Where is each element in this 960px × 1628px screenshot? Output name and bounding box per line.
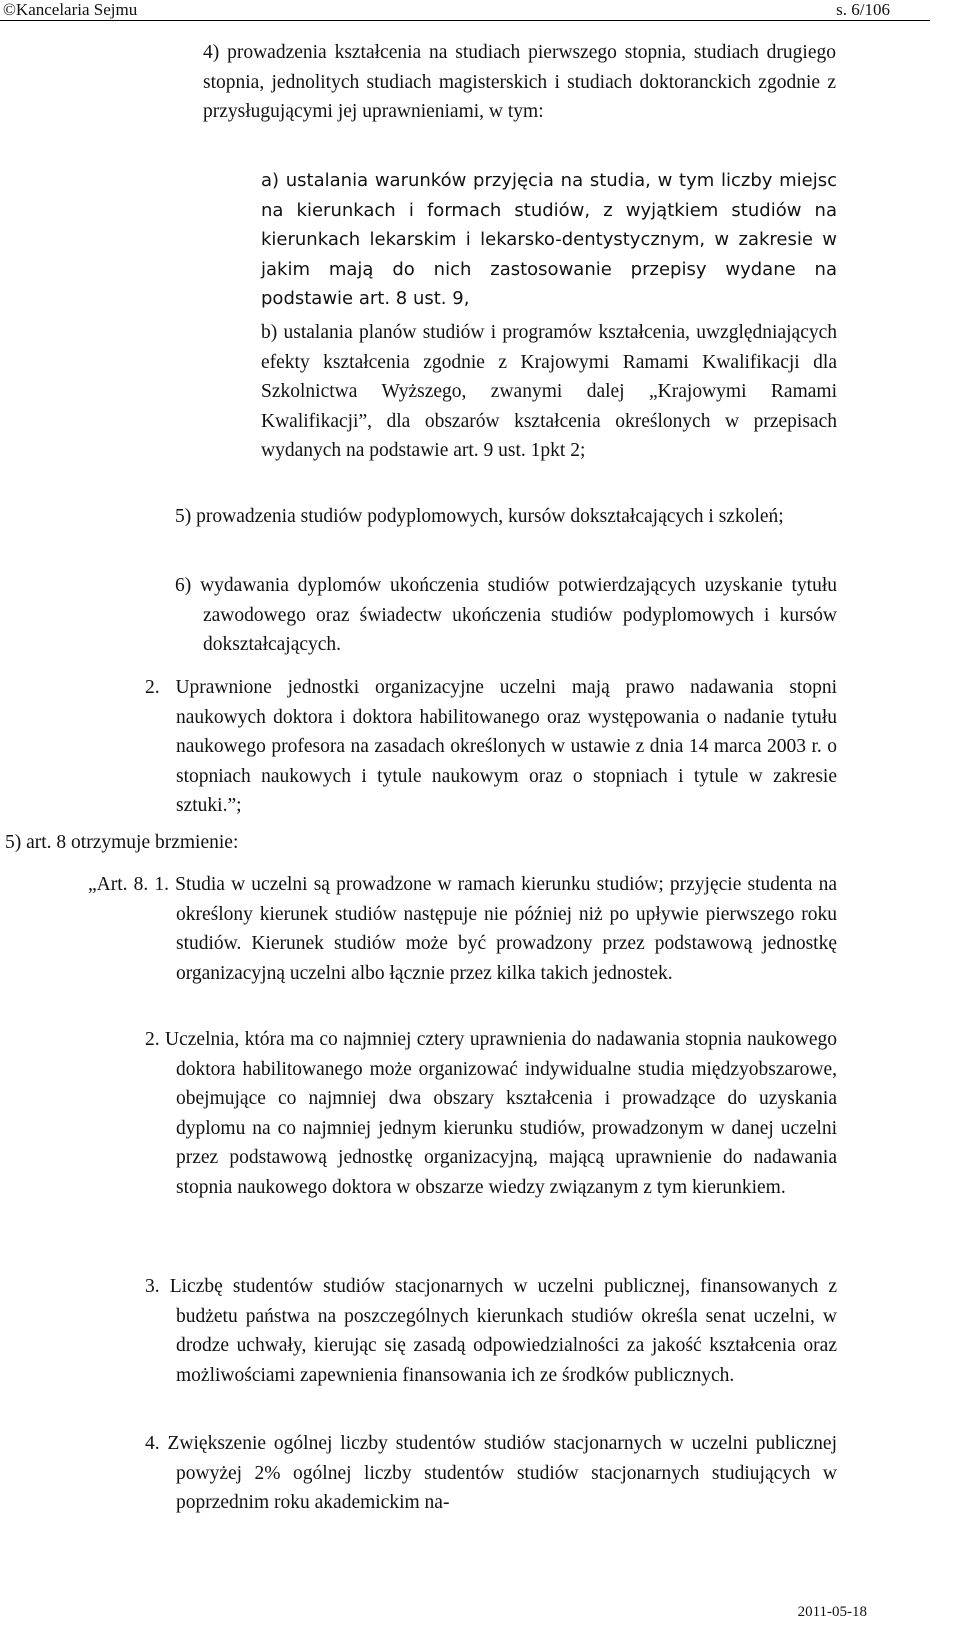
article-8-section-3: 3. Liczbę studentów studiów stacjonarnych w uczelni publicznej, finansowanych z budżetu państwa na poszczególnych kierunkach studiów określa senat uczelni, w drodze uchwały, kierując się zasadą odpowiedzialności za jakość kształcenia oraz możliwościami zapewnienia finansowania ich ze środków publicznych. [145,1276,837,1386]
item-a-paragraph: a) ustalania warunków przyjęcia na studia, w tym liczby miejsc na kierunkach i formach studiów, z wyjątkiem studiów na kierunkach lekarskim i lekarsko-dentystycznym, w zakresie w jakim mają do nich zastosowanie przepisy wydane na podstawie art. 8 ust. 9, [261,170,837,310]
document-date: 2011-05-18 [797,1604,867,1620]
page-header [0,0,960,22]
item-5-paragraph: 5) prowadzenia studiów podyplomowych, kursów dokształcających i szkoleń; [175,506,784,527]
page-number: s. 6/106 [836,0,890,19]
copyright-label: ©Kancelaria Sejmu [3,0,138,19]
item-b-paragraph: b) ustalania planów studiów i programów kształcenia, uwzględniających efekty kształcenia zgodnie z Krajowymi Ramami Kwalifikacji dla Szkolnictwa Wyższego, zwanymi dalej „Krajowymi Ramami Kwalifikacji”, dla obszarów kształcenia określonych w przepisach wydanych na podstawie art. 9 ust. 1pkt 2; [261,322,837,462]
amendment-5-heading: 5) art. 8 otrzymuje brzmienie: [5,832,239,853]
item-4-paragraph: 4) prowadzenia kształcenia na studiach pierwszego stopnia, studiach drugiego stopnia, jednolitych studiach magisterskich i studiach doktoranckich zgodnie z przysługującymi jej uprawnieniami, w tym: [203,42,836,123]
item-6-paragraph: 6) wydawania dyplomów ukończenia studiów potwierdzających uzyskanie tytułu zawodowego oraz świadectw ukończenia studiów podyplomowych i kursów dokształcających. [175,575,837,656]
article-8-section-1: „Art. 8. 1. Studia w uczelni są prowadzone w ramach kierunku studiów; przyjęcie studenta na określony kierunek studiów następuje nie później niż po upływie pierwszego roku studiów. Kierunek studiów może być prowadzony przez podstawową jednostkę organizacyjną uczelni albo łącznie przez kilka takich jednostek. [88,874,837,984]
section-2-paragraph: 2. Uprawnione jednostki organizacyjne uczelni mają prawo nadawania stopni naukowych doktora i doktora habilitowanego oraz występowania o nadanie tytułu naukowego profesora na zasadach określonych w ustawie z dnia 14 marca 2003 r. o stopniach naukowych i tytule naukowym oraz o stopniach i tytule w zakresie sztuki.”; [145,677,837,817]
header-divider [0,20,930,21]
article-8-section-2: 2. Uczelnia, która ma co najmniej cztery uprawnienia do nadawania stopnia naukowego doktora habilitowanego może organizować indywidualne studia międzyobszarowe, obejmujące co najmniej dwa obszary kształcenia i prowadzące do uzyskania dyplomu na co najmniej jednym kierunku studiów, prowadzonym w danej uczelni przez podstawową jednostkę organizacyjną, mającą uprawnienie do nadawania stopnia naukowego doktora w obszarze wiedzy związanym z tym kierunkiem. [145,1029,837,1198]
article-8-section-4: 4. Zwiększenie ogólnej liczby studentów studiów stacjonarnych w uczelni publicznej powyżej 2% ogólnej liczby studentów studiów stacjonarnych studiujących w poprzednim roku akademickim na- [145,1433,837,1514]
